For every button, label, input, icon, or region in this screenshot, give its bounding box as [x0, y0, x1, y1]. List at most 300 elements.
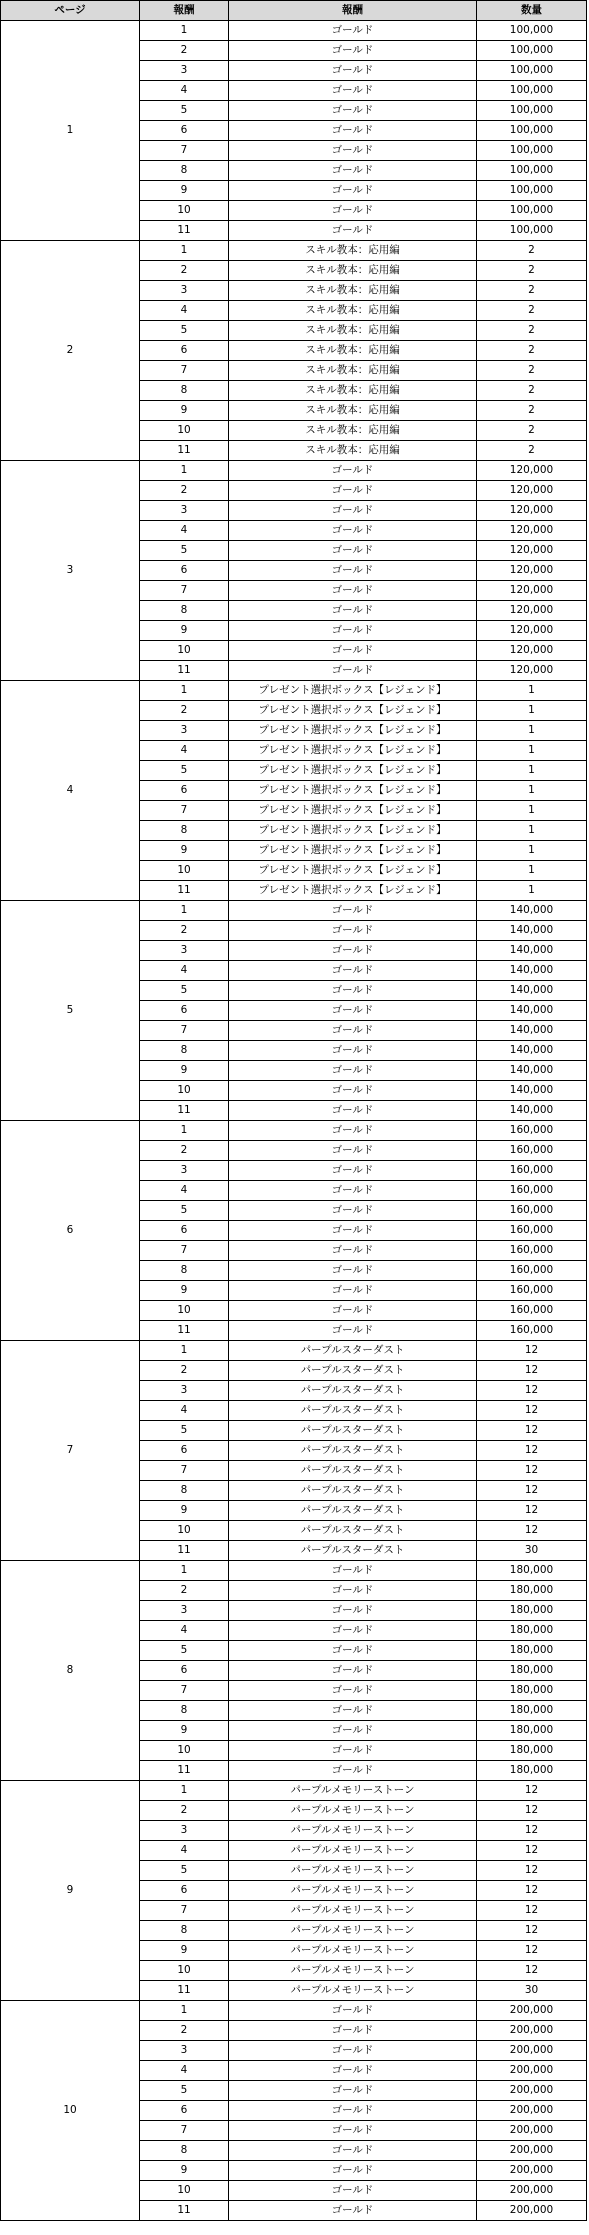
quantity-cell: 120,000 — [477, 501, 587, 521]
reward-name-cell: ゴールド — [229, 1301, 477, 1321]
quantity-cell: 1 — [477, 681, 587, 701]
quantity-cell: 100,000 — [477, 121, 587, 141]
reward-name-cell: パープルメモリーストーン — [229, 1921, 477, 1941]
quantity-cell: 180,000 — [477, 1661, 587, 1681]
quantity-cell: 180,000 — [477, 1761, 587, 1781]
quantity-cell: 120,000 — [477, 481, 587, 501]
reward-number-cell: 6 — [140, 2101, 229, 2121]
reward-name-cell: ゴールド — [229, 2081, 477, 2101]
table-row — [1, 1341, 587, 1361]
quantity-cell: 180,000 — [477, 1681, 587, 1701]
quantity-cell: 200,000 — [477, 2101, 587, 2121]
reward-number-cell: 2 — [140, 1361, 229, 1381]
quantity-cell: 12 — [477, 1801, 587, 1821]
quantity-cell: 120,000 — [477, 521, 587, 541]
page-number-cell: 4 — [1, 681, 140, 901]
quantity-cell: 160,000 — [477, 1141, 587, 1161]
reward-number-cell: 2 — [140, 701, 229, 721]
quantity-cell: 140,000 — [477, 1061, 587, 1081]
reward-name-cell: ゴールド — [229, 1721, 477, 1741]
reward-number-cell: 10 — [140, 421, 229, 441]
header-reward: 報酬 — [229, 1, 477, 21]
quantity-cell: 12 — [477, 1441, 587, 1461]
table-row — [1, 241, 587, 261]
reward-name-cell: ゴールド — [229, 81, 477, 101]
quantity-cell: 120,000 — [477, 561, 587, 581]
reward-number-cell: 3 — [140, 1821, 229, 1841]
quantity-cell: 200,000 — [477, 2141, 587, 2161]
reward-number-cell: 5 — [140, 541, 229, 561]
quantity-cell: 180,000 — [477, 1741, 587, 1761]
reward-name-cell: プレゼント選択ボックス【レジェンド】 — [229, 761, 477, 781]
reward-name-cell: ゴールド — [229, 1581, 477, 1601]
reward-number-cell: 6 — [140, 121, 229, 141]
reward-number-cell: 5 — [140, 1201, 229, 1221]
quantity-cell: 120,000 — [477, 621, 587, 641]
reward-number-cell: 4 — [140, 81, 229, 101]
reward-name-cell: ゴールド — [229, 1321, 477, 1341]
reward-name-cell: スキル教本：応用編 — [229, 261, 477, 281]
reward-name-cell: ゴールド — [229, 41, 477, 61]
reward-name-cell: ゴールド — [229, 941, 477, 961]
reward-name-cell: ゴールド — [229, 1681, 477, 1701]
quantity-cell: 180,000 — [477, 1601, 587, 1621]
reward-name-cell: ゴールド — [229, 461, 477, 481]
quantity-cell: 100,000 — [477, 181, 587, 201]
reward-number-cell: 9 — [140, 2161, 229, 2181]
reward-number-cell: 1 — [140, 1121, 229, 1141]
reward-name-cell: ゴールド — [229, 901, 477, 921]
quantity-cell: 2 — [477, 421, 587, 441]
quantity-cell: 2 — [477, 361, 587, 381]
reward-number-cell: 3 — [140, 1161, 229, 1181]
reward-number-cell: 6 — [140, 341, 229, 361]
reward-number-cell: 7 — [140, 1461, 229, 1481]
reward-number-cell: 1 — [140, 1341, 229, 1361]
quantity-cell: 1 — [477, 761, 587, 781]
reward-name-cell: ゴールド — [229, 221, 477, 241]
reward-number-cell: 1 — [140, 21, 229, 41]
reward-number-cell: 3 — [140, 721, 229, 741]
quantity-cell: 12 — [477, 1881, 587, 1901]
reward-number-cell: 9 — [140, 401, 229, 421]
quantity-cell: 2 — [477, 381, 587, 401]
table-row — [1, 2001, 587, 2021]
quantity-cell: 1 — [477, 701, 587, 721]
reward-number-cell: 4 — [140, 1181, 229, 1201]
reward-name-cell: スキル教本：応用編 — [229, 361, 477, 381]
quantity-cell: 100,000 — [477, 41, 587, 61]
quantity-cell: 100,000 — [477, 81, 587, 101]
reward-number-cell: 11 — [140, 661, 229, 681]
reward-name-cell: ゴールド — [229, 621, 477, 641]
reward-name-cell: プレゼント選択ボックス【レジェンド】 — [229, 801, 477, 821]
page-number-cell: 8 — [1, 1561, 140, 1781]
quantity-cell: 200,000 — [477, 2081, 587, 2101]
reward-number-cell: 8 — [140, 601, 229, 621]
quantity-cell: 120,000 — [477, 601, 587, 621]
reward-name-cell: プレゼント選択ボックス【レジェンド】 — [229, 741, 477, 761]
reward-number-cell: 2 — [140, 1801, 229, 1821]
reward-name-cell: スキル教本：応用編 — [229, 281, 477, 301]
reward-name-cell: ゴールド — [229, 1661, 477, 1681]
reward-number-cell: 2 — [140, 261, 229, 281]
quantity-cell: 2 — [477, 241, 587, 261]
page-number-cell: 6 — [1, 1121, 140, 1341]
reward-number-cell: 5 — [140, 1421, 229, 1441]
reward-number-cell: 6 — [140, 1441, 229, 1461]
reward-number-cell: 7 — [140, 2121, 229, 2141]
table-row — [1, 461, 587, 481]
reward-number-cell: 8 — [140, 381, 229, 401]
reward-name-cell: パープルスターダスト — [229, 1361, 477, 1381]
reward-name-cell: ゴールド — [229, 1041, 477, 1061]
reward-name-cell: ゴールド — [229, 2121, 477, 2141]
reward-number-cell: 1 — [140, 2001, 229, 2021]
reward-number-cell: 1 — [140, 1561, 229, 1581]
quantity-cell: 140,000 — [477, 981, 587, 1001]
quantity-cell: 180,000 — [477, 1621, 587, 1641]
quantity-cell: 1 — [477, 741, 587, 761]
reward-name-cell: ゴールド — [229, 1761, 477, 1781]
reward-number-cell: 2 — [140, 1581, 229, 1601]
table-row — [1, 1121, 587, 1141]
reward-name-cell: プレゼント選択ボックス【レジェンド】 — [229, 821, 477, 841]
reward-name-cell: パープルスターダスト — [229, 1341, 477, 1361]
quantity-cell: 12 — [477, 1341, 587, 1361]
reward-name-cell: ゴールド — [229, 1241, 477, 1261]
reward-name-cell: ゴールド — [229, 121, 477, 141]
reward-name-cell: ゴールド — [229, 1001, 477, 1021]
quantity-cell: 1 — [477, 881, 587, 901]
quantity-cell: 12 — [477, 1501, 587, 1521]
quantity-cell: 140,000 — [477, 901, 587, 921]
reward-name-cell: ゴールド — [229, 1561, 477, 1581]
reward-number-cell: 11 — [140, 1101, 229, 1121]
quantity-cell: 12 — [477, 1381, 587, 1401]
reward-name-cell: プレゼント選択ボックス【レジェンド】 — [229, 881, 477, 901]
reward-name-cell: ゴールド — [229, 921, 477, 941]
quantity-cell: 140,000 — [477, 941, 587, 961]
reward-number-cell: 5 — [140, 1861, 229, 1881]
reward-name-cell: ゴールド — [229, 2181, 477, 2201]
reward-name-cell: スキル教本：応用編 — [229, 441, 477, 461]
reward-number-cell: 11 — [140, 1541, 229, 1561]
reward-name-cell: ゴールド — [229, 2161, 477, 2181]
reward-name-cell: スキル教本：応用編 — [229, 321, 477, 341]
quantity-cell: 140,000 — [477, 921, 587, 941]
page-number-cell: 7 — [1, 1341, 140, 1561]
reward-name-cell: プレゼント選択ボックス【レジェンド】 — [229, 701, 477, 721]
reward-number-cell: 10 — [140, 861, 229, 881]
quantity-cell: 120,000 — [477, 461, 587, 481]
reward-number-cell: 4 — [140, 1841, 229, 1861]
reward-number-cell: 8 — [140, 1041, 229, 1061]
quantity-cell: 180,000 — [477, 1581, 587, 1601]
reward-name-cell: ゴールド — [229, 1101, 477, 1121]
reward-number-cell: 7 — [140, 1241, 229, 1261]
quantity-cell: 12 — [477, 1861, 587, 1881]
quantity-cell: 2 — [477, 341, 587, 361]
reward-number-cell: 6 — [140, 1661, 229, 1681]
reward-name-cell: パープルスターダスト — [229, 1461, 477, 1481]
reward-number-cell: 11 — [140, 1761, 229, 1781]
quantity-cell: 1 — [477, 721, 587, 741]
page-number-cell: 9 — [1, 1781, 140, 2001]
reward-number-cell: 2 — [140, 921, 229, 941]
reward-number-cell: 8 — [140, 1701, 229, 1721]
reward-name-cell: パープルスターダスト — [229, 1541, 477, 1561]
reward-name-cell: プレゼント選択ボックス【レジェンド】 — [229, 841, 477, 861]
header-reward-number: 報酬 — [140, 1, 229, 21]
reward-name-cell: パープルスターダスト — [229, 1421, 477, 1441]
reward-name-cell: パープルメモリーストーン — [229, 1961, 477, 1981]
reward-number-cell: 10 — [140, 1961, 229, 1981]
reward-name-cell: ゴールド — [229, 1281, 477, 1301]
reward-number-cell: 11 — [140, 1321, 229, 1341]
quantity-cell: 1 — [477, 781, 587, 801]
reward-name-cell: ゴールド — [229, 1641, 477, 1661]
reward-name-cell: ゴールド — [229, 1221, 477, 1241]
quantity-cell: 100,000 — [477, 141, 587, 161]
reward-number-cell: 9 — [140, 1941, 229, 1961]
table-row — [1, 21, 587, 41]
reward-name-cell: ゴールド — [229, 581, 477, 601]
reward-name-cell: ゴールド — [229, 1161, 477, 1181]
quantity-cell: 12 — [477, 1421, 587, 1441]
reward-number-cell: 11 — [140, 441, 229, 461]
quantity-cell: 2 — [477, 321, 587, 341]
quantity-cell: 2 — [477, 301, 587, 321]
quantity-cell: 100,000 — [477, 221, 587, 241]
reward-name-cell: ゴールド — [229, 61, 477, 81]
reward-name-cell: ゴールド — [229, 1141, 477, 1161]
reward-number-cell: 5 — [140, 1641, 229, 1661]
quantity-cell: 2 — [477, 261, 587, 281]
quantity-cell: 160,000 — [477, 1181, 587, 1201]
reward-name-cell: ゴールド — [229, 1061, 477, 1081]
reward-number-cell: 8 — [140, 1921, 229, 1941]
reward-number-cell: 10 — [140, 1301, 229, 1321]
reward-name-cell: ゴールド — [229, 1601, 477, 1621]
quantity-cell: 2 — [477, 281, 587, 301]
reward-name-cell: パープルスターダスト — [229, 1381, 477, 1401]
reward-number-cell: 4 — [140, 961, 229, 981]
reward-number-cell: 9 — [140, 1721, 229, 1741]
quantity-cell: 12 — [477, 1941, 587, 1961]
reward-name-cell: ゴールド — [229, 21, 477, 41]
reward-name-cell: パープルメモリーストーン — [229, 1901, 477, 1921]
reward-number-cell: 9 — [140, 621, 229, 641]
quantity-cell: 1 — [477, 841, 587, 861]
quantity-cell: 200,000 — [477, 2181, 587, 2201]
reward-number-cell: 7 — [140, 801, 229, 821]
reward-name-cell: ゴールド — [229, 1181, 477, 1201]
quantity-cell: 120,000 — [477, 581, 587, 601]
quantity-cell: 12 — [477, 1821, 587, 1841]
reward-number-cell: 11 — [140, 2201, 229, 2221]
reward-number-cell: 4 — [140, 1621, 229, 1641]
quantity-cell: 12 — [477, 1401, 587, 1421]
reward-name-cell: ゴールド — [229, 2021, 477, 2041]
quantity-cell: 1 — [477, 821, 587, 841]
quantity-cell: 12 — [477, 1841, 587, 1861]
reward-name-cell: ゴールド — [229, 2061, 477, 2081]
quantity-cell: 160,000 — [477, 1161, 587, 1181]
reward-name-cell: ゴールド — [229, 1741, 477, 1761]
reward-number-cell: 8 — [140, 821, 229, 841]
page-number-cell: 2 — [1, 241, 140, 461]
quantity-cell: 160,000 — [477, 1321, 587, 1341]
quantity-cell: 140,000 — [477, 1021, 587, 1041]
quantity-cell: 180,000 — [477, 1641, 587, 1661]
quantity-cell: 12 — [477, 1521, 587, 1541]
reward-name-cell: パープルメモリーストーン — [229, 1801, 477, 1821]
quantity-cell: 200,000 — [477, 2121, 587, 2141]
quantity-cell: 200,000 — [477, 2001, 587, 2021]
reward-number-cell: 8 — [140, 1261, 229, 1281]
quantity-cell: 200,000 — [477, 2161, 587, 2181]
reward-number-cell: 4 — [140, 301, 229, 321]
quantity-cell: 160,000 — [477, 1241, 587, 1261]
quantity-cell: 200,000 — [477, 2041, 587, 2061]
quantity-cell: 180,000 — [477, 1701, 587, 1721]
quantity-cell: 160,000 — [477, 1301, 587, 1321]
reward-number-cell: 9 — [140, 1061, 229, 1081]
table-body — [1, 21, 587, 2221]
reward-name-cell: パープルメモリーストーン — [229, 1821, 477, 1841]
page-number-cell: 3 — [1, 461, 140, 681]
reward-number-cell: 2 — [140, 1141, 229, 1161]
quantity-cell: 100,000 — [477, 101, 587, 121]
reward-number-cell: 10 — [140, 1081, 229, 1101]
quantity-cell: 12 — [477, 1361, 587, 1381]
reward-number-cell: 10 — [140, 1521, 229, 1541]
reward-number-cell: 7 — [140, 361, 229, 381]
quantity-cell: 160,000 — [477, 1281, 587, 1301]
reward-number-cell: 8 — [140, 161, 229, 181]
reward-number-cell: 1 — [140, 241, 229, 261]
reward-name-cell: スキル教本：応用編 — [229, 381, 477, 401]
quantity-cell: 180,000 — [477, 1721, 587, 1741]
reward-name-cell: ゴールド — [229, 1021, 477, 1041]
reward-name-cell: ゴールド — [229, 2041, 477, 2061]
reward-number-cell: 9 — [140, 1501, 229, 1521]
quantity-cell: 12 — [477, 1961, 587, 1981]
reward-number-cell: 4 — [140, 741, 229, 761]
quantity-cell: 140,000 — [477, 1001, 587, 1021]
reward-number-cell: 5 — [140, 101, 229, 121]
reward-number-cell: 1 — [140, 901, 229, 921]
reward-number-cell: 7 — [140, 1901, 229, 1921]
reward-name-cell: ゴールド — [229, 1201, 477, 1221]
reward-number-cell: 10 — [140, 1741, 229, 1761]
reward-number-cell: 3 — [140, 941, 229, 961]
reward-name-cell: パープルスターダスト — [229, 1501, 477, 1521]
reward-name-cell: スキル教本：応用編 — [229, 401, 477, 421]
reward-number-cell: 8 — [140, 2141, 229, 2161]
reward-number-cell: 11 — [140, 1981, 229, 2001]
reward-name-cell: パープルメモリーストーン — [229, 1881, 477, 1901]
reward-name-cell: ゴールド — [229, 661, 477, 681]
reward-number-cell: 9 — [140, 181, 229, 201]
reward-name-cell: ゴールド — [229, 141, 477, 161]
reward-number-cell: 1 — [140, 1781, 229, 1801]
quantity-cell: 100,000 — [477, 161, 587, 181]
quantity-cell: 180,000 — [477, 1561, 587, 1581]
reward-name-cell: ゴールド — [229, 501, 477, 521]
reward-name-cell: プレゼント選択ボックス【レジェンド】 — [229, 721, 477, 741]
reward-name-cell: パープルスターダスト — [229, 1521, 477, 1541]
reward-number-cell: 11 — [140, 881, 229, 901]
quantity-cell: 160,000 — [477, 1221, 587, 1241]
reward-number-cell: 2 — [140, 481, 229, 501]
reward-number-cell: 10 — [140, 641, 229, 661]
quantity-cell: 140,000 — [477, 961, 587, 981]
quantity-cell: 140,000 — [477, 1081, 587, 1101]
quantity-cell: 100,000 — [477, 201, 587, 221]
reward-number-cell: 5 — [140, 2081, 229, 2101]
reward-name-cell: プレゼント選択ボックス【レジェンド】 — [229, 781, 477, 801]
quantity-cell: 100,000 — [477, 21, 587, 41]
reward-number-cell: 5 — [140, 981, 229, 1001]
quantity-cell: 200,000 — [477, 2021, 587, 2041]
reward-name-cell: ゴールド — [229, 561, 477, 581]
reward-number-cell: 6 — [140, 1881, 229, 1901]
reward-name-cell: ゴールド — [229, 2201, 477, 2221]
header-quantity: 数量 — [477, 1, 587, 21]
quantity-cell: 12 — [477, 1901, 587, 1921]
quantity-cell: 160,000 — [477, 1121, 587, 1141]
reward-name-cell: パープルメモリーストーン — [229, 1781, 477, 1801]
reward-name-cell: ゴールド — [229, 2141, 477, 2161]
reward-name-cell: パープルメモリーストーン — [229, 1941, 477, 1961]
reward-number-cell: 5 — [140, 761, 229, 781]
quantity-cell: 2 — [477, 441, 587, 461]
quantity-cell: 120,000 — [477, 661, 587, 681]
quantity-cell: 12 — [477, 1461, 587, 1481]
reward-number-cell: 1 — [140, 461, 229, 481]
reward-name-cell: ゴールド — [229, 161, 477, 181]
reward-number-cell: 3 — [140, 61, 229, 81]
reward-name-cell: パープルスターダスト — [229, 1401, 477, 1421]
reward-number-cell: 8 — [140, 1481, 229, 1501]
quantity-cell: 1 — [477, 801, 587, 821]
reward-number-cell: 6 — [140, 781, 229, 801]
reward-name-cell: ゴールド — [229, 601, 477, 621]
reward-number-cell: 10 — [140, 2181, 229, 2201]
reward-number-cell: 1 — [140, 681, 229, 701]
reward-number-cell: 7 — [140, 1681, 229, 1701]
reward-number-cell: 11 — [140, 221, 229, 241]
quantity-cell: 12 — [477, 1781, 587, 1801]
reward-name-cell: スキル教本：応用編 — [229, 341, 477, 361]
reward-name-cell: ゴールド — [229, 101, 477, 121]
reward-name-cell: スキル教本：応用編 — [229, 241, 477, 261]
reward-name-cell: ゴールド — [229, 481, 477, 501]
quantity-cell: 100,000 — [477, 61, 587, 81]
reward-name-cell: スキル教本：応用編 — [229, 421, 477, 441]
reward-number-cell: 6 — [140, 1221, 229, 1241]
page-number-cell: 10 — [1, 2001, 140, 2221]
page-number-cell: 5 — [1, 901, 140, 1121]
quantity-cell: 30 — [477, 1541, 587, 1561]
reward-number-cell: 2 — [140, 41, 229, 61]
reward-number-cell: 3 — [140, 501, 229, 521]
reward-number-cell: 7 — [140, 1021, 229, 1041]
reward-number-cell: 7 — [140, 141, 229, 161]
reward-number-cell: 2 — [140, 2021, 229, 2041]
